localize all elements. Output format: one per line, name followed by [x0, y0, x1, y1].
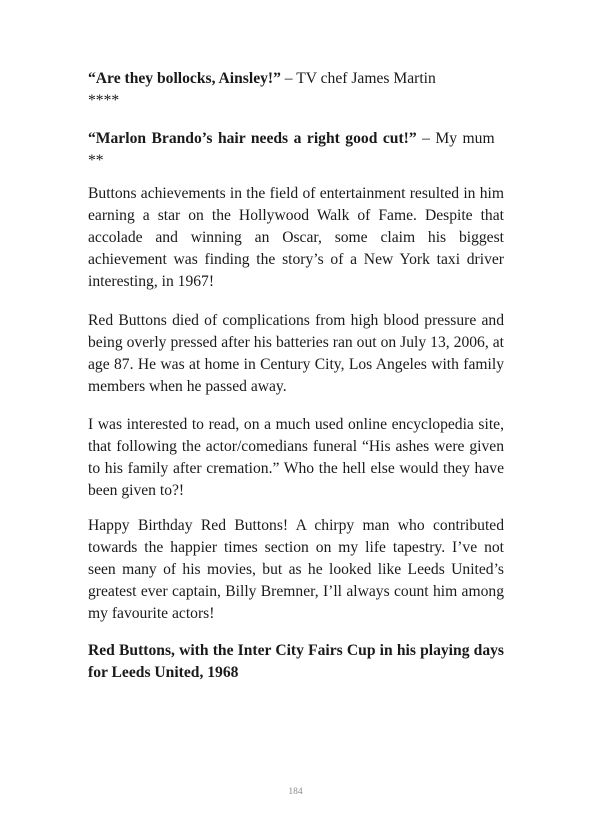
quote-text: “Are they bollocks, Ainsley!”: [88, 70, 281, 87]
paragraph-text: Buttons achievements in the field of entertainment resulted in him earning a star on the Hollywood Walk of Fame. Despite that accolade and winning an Oscar, some claim his biggest achievement was finding the story’s of a New York taxi driver interesting, in 1967!: [88, 185, 504, 290]
quote-attribution: – My mum: [416, 130, 495, 147]
paragraph-text: Happy Birthday Red Buttons! A chirpy man who contributed towards the happier times section on my life tapestry. I’ve not seen many of his movies, but as he looked like Leeds United’s greatest ever captain, Billy Bremner, I’ll always count him among my favourite actors!: [88, 517, 504, 622]
paragraph-text: I was interested to read, on a much used online encyclopedia site, that following the actor/comedians funeral “His ashes were given to his family after cremation.” Who the hell else would they have been given to?!: [88, 416, 504, 499]
paragraph-ashes: [88, 414, 504, 502]
page-number: 184: [288, 787, 303, 797]
paragraph-birthday: [88, 515, 504, 625]
quote-my-mum: [88, 128, 504, 172]
paragraph-death: [88, 310, 504, 398]
quote-rating: ****: [88, 92, 120, 109]
paragraph-achievements: [88, 183, 504, 293]
photo-caption: [88, 640, 504, 684]
caption-text: Red Buttons, with the Inter City Fairs Cup in his playing days for Leeds United, 1968: [88, 642, 504, 681]
paragraph-text: Red Buttons died of complications from high blood pressure and being overly pressed after his batteries ran out on July 13, 2006, at age 87. He was at home in Century City, Los Angeles with family members when he passed away.: [88, 312, 504, 395]
quote-rating: **: [88, 152, 104, 169]
quote-james-martin: [88, 68, 504, 112]
quote-attribution: – TV chef James Martin: [280, 70, 436, 87]
quote-text: “Marlon Brando’s hair needs a right good cut!”: [88, 130, 417, 147]
